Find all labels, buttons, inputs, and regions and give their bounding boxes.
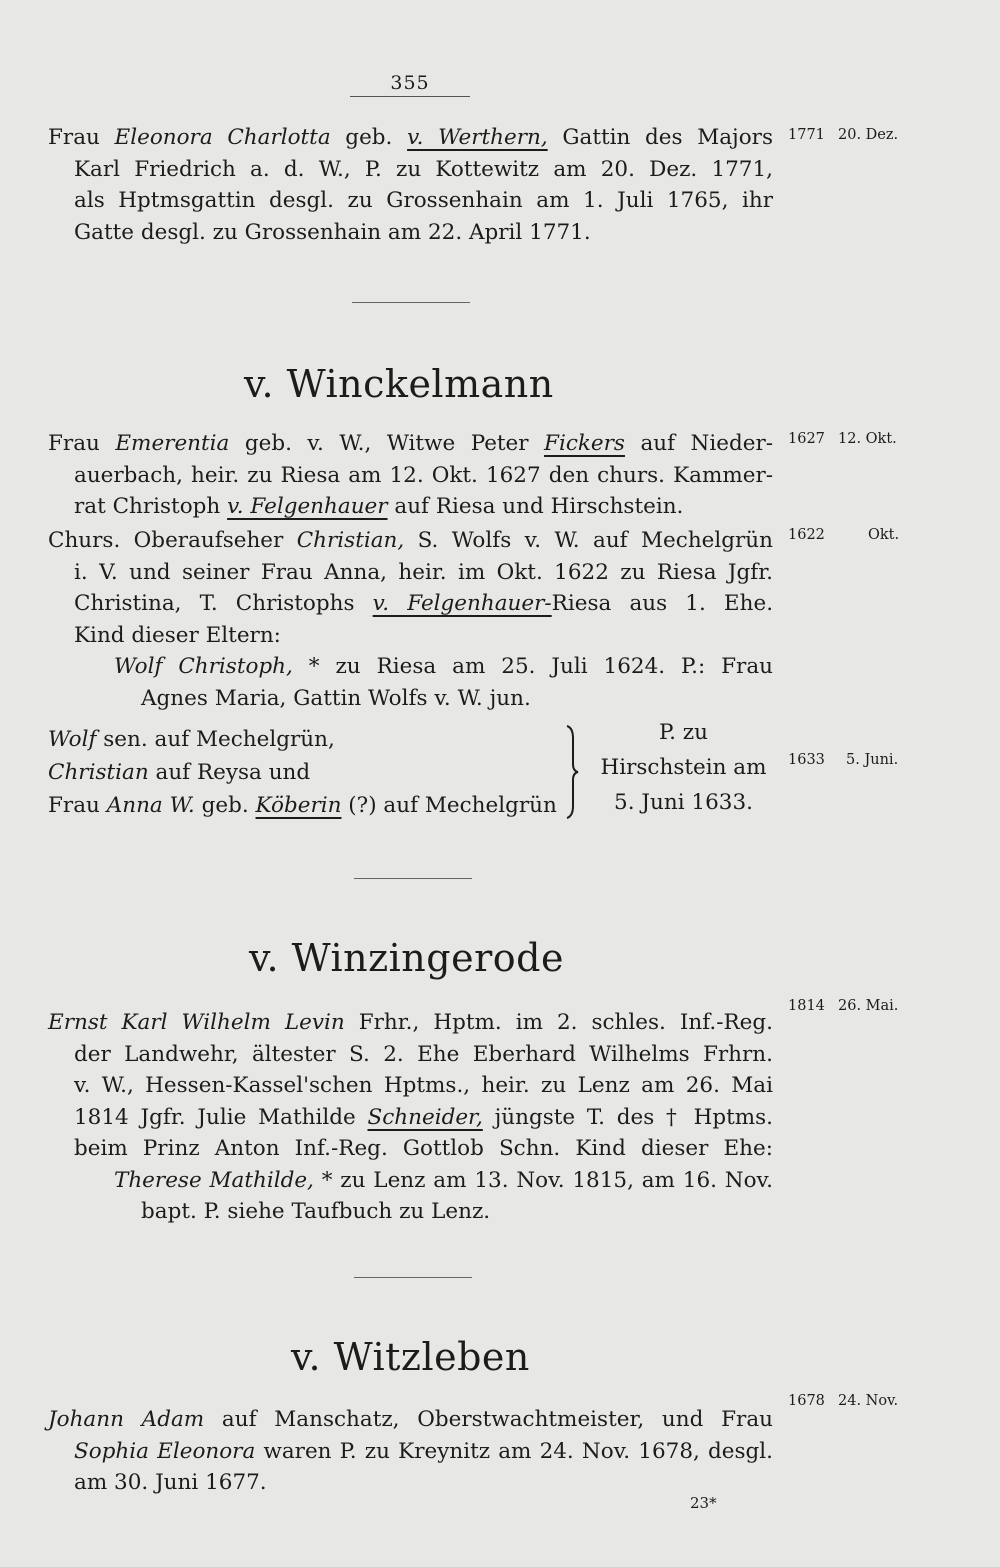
text-line: Karl Friedrich a. d. W., P. zu Kottewitz am 20. Dez. 1771, <box>74 156 773 182</box>
margin-year: 1633 <box>788 752 825 768</box>
margin-date-winzingerode <box>788 998 918 1014</box>
entry-winckelmann-3-baptism <box>596 715 771 820</box>
section-divider <box>352 302 470 303</box>
italic-name: Therese Mathilde, <box>114 1167 314 1193</box>
margin-day: 20. Dez. <box>838 127 899 143</box>
text-line: 5. Juni 1633. <box>614 790 753 815</box>
margin-year: 1814 <box>788 998 825 1014</box>
text-line: Frau Eleonora Charlotta geb. v. Werthern, Gattin des Majors <box>48 125 773 150</box>
underlined-name: Fickers <box>544 431 625 456</box>
italic-name: Christian, <box>296 528 405 553</box>
entry-winckelmann-2 <box>48 525 773 714</box>
italic-name: Emerentia <box>115 431 230 456</box>
margin-date-winckelmann-1 <box>788 431 918 447</box>
underlined-name: Schneider, <box>367 1104 483 1130</box>
underlined-name: v. Felgenhauer <box>227 494 388 519</box>
text-line: i. V. und seiner Frau Anna, heir. im Okt. 1622 zu Riesa Jgfr. <box>74 559 773 585</box>
margin-day: 26. Mai. <box>838 998 899 1014</box>
text-line: P. zu <box>659 720 708 745</box>
text-line: als Hptmsgattin desgl. zu Grossenhain am 1. Juli 1765, ihr <box>74 188 773 213</box>
underlined-name: v. Felgenhauer- <box>372 591 552 616</box>
text-line: Hirschstein am <box>600 755 767 780</box>
text-line: Frau Emerentia geb. v. W., Witwe Peter Fickers auf Nieder- <box>48 431 773 456</box>
italic-name: Sophia Eleonora <box>74 1438 256 1464</box>
text-line: Sophia Eleonora waren P. zu Kreynitz am 24. Nov. 1678, desgl. <box>74 1438 773 1464</box>
entry-witzleben <box>48 1404 773 1499</box>
margin-date-werthern <box>788 127 918 143</box>
signature-mark: 23* <box>690 1494 717 1512</box>
text-line: v. W., Hessen-Kassel'schen Hptms., heir. zu Lenz am 26. Mai <box>74 1073 773 1098</box>
underlined-name: Köberin <box>255 793 342 818</box>
heading-winzingerode: v. Winzingerode <box>249 936 564 980</box>
text-line: Ernst Karl Wilhelm Levin Frhr., Hptm. im 2. schles. Inf.-Reg. <box>48 1010 773 1035</box>
underlined-name: v. Werthern, <box>407 125 548 150</box>
text-line: Frau Anna W. geb. Köberin (?) auf Mechelgrün <box>48 793 557 818</box>
text-line: Christina, T. Christophs v. Felgenhauer-Riesa aus 1. Ehe. <box>74 591 774 616</box>
entry-winckelmann-1 <box>48 428 773 523</box>
margin-year: 1622 <box>788 527 825 543</box>
entry-winzingerode <box>48 1007 773 1228</box>
text-line: der Landwehr, ältester S. 2. Ehe Eberhard Wilhelms Frhrn. <box>74 1041 773 1067</box>
text-line: beim Prinz Anton Inf.-Reg. Gottlob Schn. Kind dieser Ehe: <box>74 1136 773 1161</box>
margin-day: Okt. <box>868 527 900 543</box>
text-line: Churs. Oberaufseher Christian, S. Wolfs v. W. auf Mechelgrün <box>48 528 773 553</box>
text-line: bapt. P. siehe Taufbuch zu Lenz. <box>141 1199 491 1224</box>
italic-name: Anna W. <box>106 793 195 818</box>
text-line: Therese Mathilde, * zu Lenz am 13. Nov. 1815, am 16. Nov. <box>114 1167 773 1193</box>
section-divider <box>354 878 472 879</box>
section-divider <box>354 1277 472 1278</box>
text-line: 1814 Jgfr. Julie Mathilde Schneider, jüngste T. des † Hptms. <box>74 1104 773 1130</box>
margin-date-winckelmann-2 <box>788 527 918 543</box>
text-line: Wolf sen. auf Mechelgrün, <box>48 727 335 752</box>
text-line: Wolf Christoph, * zu Riesa am 25. Juli 1624. P.: Frau <box>114 654 773 679</box>
italic-name: Wolf <box>48 727 97 752</box>
margin-date-witzleben <box>788 1393 918 1409</box>
margin-date-winckelmann-3 <box>788 752 918 768</box>
margin-day: 5. Juni. <box>846 752 899 768</box>
margin-year: 1627 <box>788 431 825 447</box>
entry-werthern <box>48 122 773 248</box>
text-line: am 30. Juni 1677. <box>74 1470 267 1495</box>
italic-name: Ernst Karl Wilhelm Levin <box>48 1010 345 1035</box>
text-line: auerbach, heir. zu Riesa am 12. Okt. 1627 den churs. Kammer- <box>74 462 773 488</box>
entry-winckelmann-3-names <box>48 723 578 822</box>
italic-name: Wolf Christoph, <box>114 654 293 679</box>
text-line: rat Christoph v. Felgenhauer auf Riesa und Hirschstein. <box>74 494 684 519</box>
brace-icon <box>565 724 579 820</box>
heading-winckelmann: v. Winckelmann <box>244 362 554 406</box>
text-line: Johann Adam auf Manschatz, Oberstwachtmeister, und Frau <box>48 1407 773 1432</box>
italic-name: Eleonora Charlotta <box>114 125 331 150</box>
heading-witzleben: v. Witzleben <box>291 1335 530 1379</box>
margin-year: 1678 <box>788 1393 825 1409</box>
text-line: Kind dieser Eltern: <box>74 622 281 648</box>
page-number: 355 <box>350 72 470 97</box>
italic-name: Christian <box>48 760 149 785</box>
text-line: Gatte desgl. zu Grossenhain am 22. April 1771. <box>74 219 591 245</box>
text-line: Christian auf Reysa und <box>48 760 311 785</box>
margin-day: 12. Okt. <box>838 431 897 447</box>
margin-day: 24. Nov. <box>838 1393 899 1409</box>
italic-name: Johann Adam <box>48 1407 205 1432</box>
margin-year: 1771 <box>788 127 825 143</box>
text-line: Agnes Maria, Gattin Wolfs v. W. jun. <box>141 685 531 711</box>
